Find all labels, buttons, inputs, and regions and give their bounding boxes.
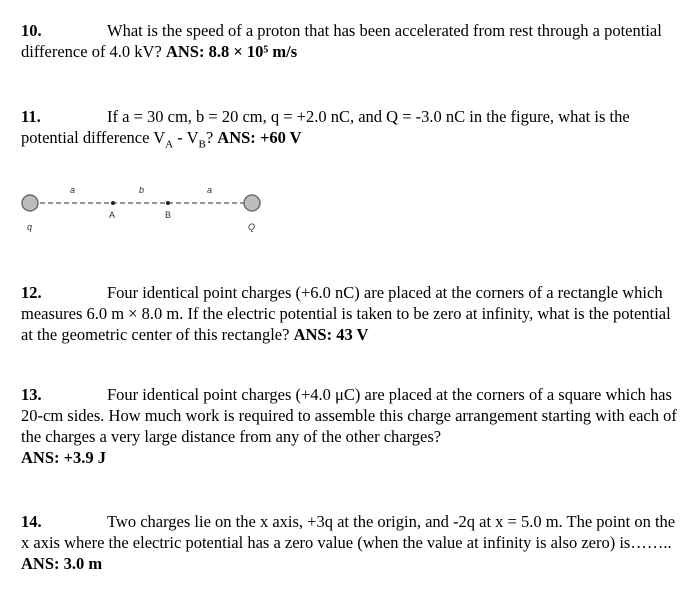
question-text: If a = 30 cm, b = 20 cm, q = +2.0 nC, and Q = -3.0 nC in the figure, what is the potential difference V bbox=[21, 107, 630, 147]
question-number: 12. bbox=[21, 283, 42, 302]
question-number: 11. bbox=[21, 107, 41, 126]
answer-label: ANS: bbox=[21, 554, 60, 573]
question-text: Two charges lie on the x axis, +3q at the origin, and -2q at x = 5.0 m. The point on the x axis where the electric potential has a zero value (when the value at infinity is also zero) is…….. bbox=[21, 512, 676, 552]
question-text: What is the speed of a proton that has been accelerated from rest through a potential difference of 4.0 kV? bbox=[21, 21, 662, 61]
question-number: 13. bbox=[21, 385, 42, 404]
point-B-dot bbox=[166, 201, 170, 205]
spacing-label-a-right: a bbox=[207, 185, 213, 195]
question-number: 14. bbox=[21, 512, 42, 531]
charge-label-q: q bbox=[27, 222, 33, 232]
spacing-label-a-left: a bbox=[70, 185, 76, 195]
question-13 bbox=[21, 384, 683, 468]
answer-value: 8.8 × 10⁵ m/s bbox=[208, 42, 298, 61]
spacing-label-b: b bbox=[139, 185, 145, 195]
answer-label: ANS: bbox=[217, 128, 256, 147]
charge-diagram bbox=[18, 183, 268, 235]
subscript-a: A bbox=[165, 138, 174, 151]
answer-value: 43 V bbox=[336, 325, 369, 344]
answer-label: ANS: bbox=[165, 42, 205, 61]
question-14 bbox=[21, 511, 683, 574]
charge-q-circle bbox=[22, 195, 38, 211]
charge-Q-circle bbox=[244, 195, 260, 211]
subscript-b: B bbox=[198, 138, 206, 151]
question-text: Four identical point charges (+4.0 μC) are placed at the corners of a square which has 20-cm sides. How much work is required to assemble this charge arrangement starting with each of the charges a very large distance from any of the other charges? bbox=[21, 385, 677, 446]
question-10 bbox=[21, 20, 683, 62]
question-number: 10. bbox=[21, 21, 42, 40]
answer-value: 3.0 m bbox=[63, 554, 103, 573]
question-text-minus: - V bbox=[173, 128, 199, 147]
answer-value: +3.9 J bbox=[63, 448, 107, 467]
question-text-end: ? bbox=[205, 128, 214, 147]
question-12 bbox=[21, 282, 683, 345]
answer-label: ANS: bbox=[293, 325, 333, 344]
answer-value: +60 V bbox=[259, 128, 302, 147]
point-label-A: A bbox=[109, 210, 116, 220]
charge-label-Q: Q bbox=[248, 222, 256, 232]
answer-label: ANS: bbox=[21, 448, 60, 467]
question-11 bbox=[21, 106, 683, 155]
point-A-dot bbox=[111, 201, 115, 205]
question-text: Four identical point charges (+6.0 nC) are placed at the corners of a rectangle which measures 6.0 m × 8.0 m. If the electric potential is taken to be zero at infinity, what is the potential at the geometric center of this rectangle? bbox=[21, 283, 671, 344]
point-label-B: B bbox=[165, 210, 172, 220]
